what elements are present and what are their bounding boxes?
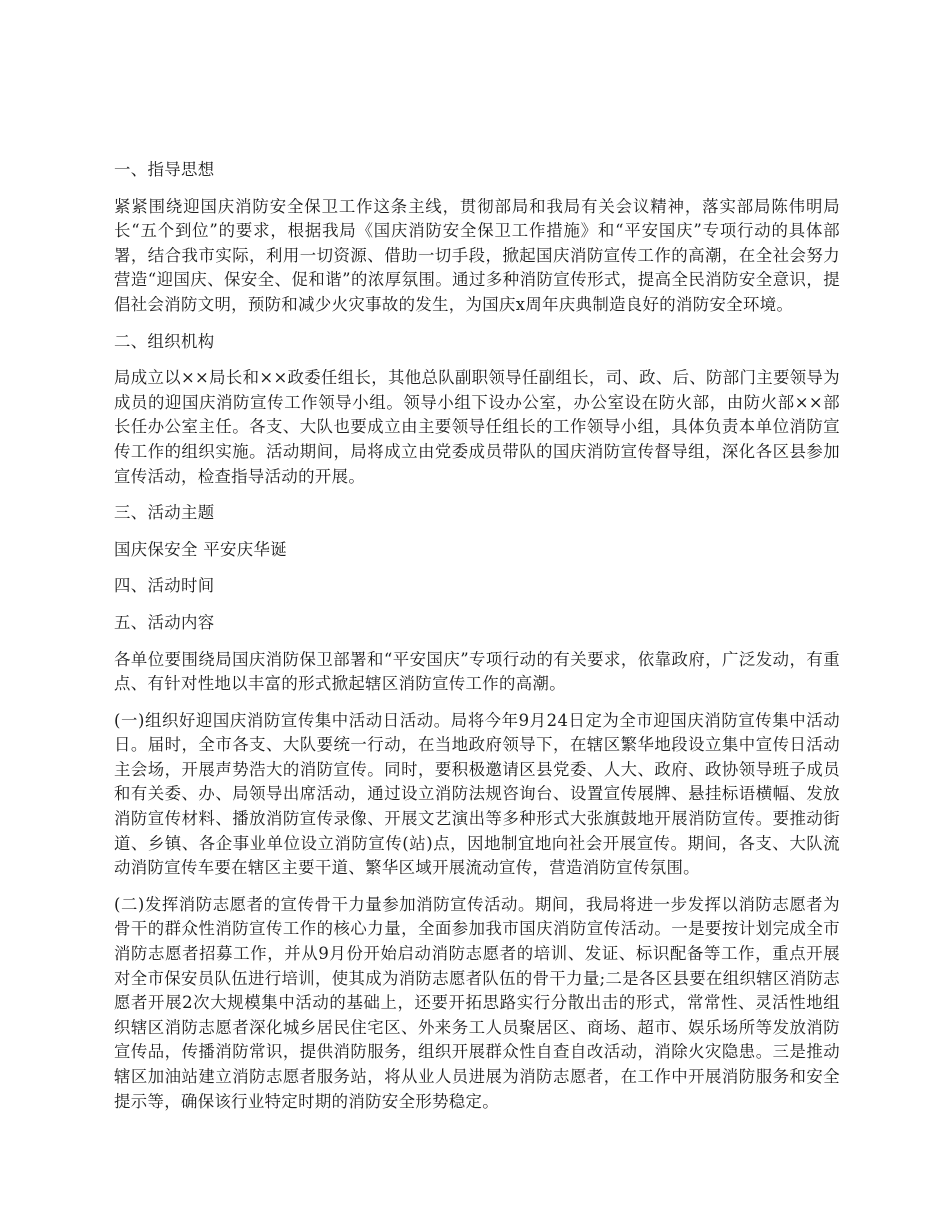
paragraph: 局成立以××局长和××政委任组长，其他总队副职领导任副组长，司、政、后、防部门主要领导为成员的迎国庆消防宣传工作领导小组。领导小组下设办公室，办公室设在防火部，由防火部××部长任办公室主任。各支、大队也要成立由主要领导任组长的工作领导小组，具体负责本单位消防宣传工作的组织实施。活动期间，局将成立由党委成员带队的国庆消防宣传督导组，深化各区县参加宣传活动，检查指导活动的开展。 bbox=[114, 368, 840, 486]
section-heading: 四、活动时间 bbox=[114, 576, 215, 596]
section-heading: 五、活动内容 bbox=[114, 612, 215, 632]
paragraph: 各单位要围绕局国庆消防保卫部署和“平安国庆”专项行动的有关要求，依靠政府，广泛发动，有重点、有针对性地以丰富的形式掀起辖区消防宣传工作的高潮。 bbox=[114, 649, 840, 694]
section-guiding-ideology bbox=[114, 158, 840, 318]
section-time bbox=[114, 574, 840, 599]
document-body bbox=[114, 158, 840, 1126]
section-theme bbox=[114, 501, 840, 562]
paragraph: (一)组织好迎国庆消防宣传集中活动日活动。局将今年9月24日定为全市迎国庆消防宣传集中活动日。届时，全市各支、大队要统一行动，在当地政府领导下，在辖区繁华地段设立集中宣传日活动主会场，开展声势浩大的消防宣传。同时，要积极邀请区县党委、人大、政府、政协领导班子成员和有关委、办、局领导出席活动，通过设立消防法规咨询台、设置宣传展牌、悬挂标语横幅、发放消防宣传材料、播放消防宣传录像、开展文艺演出等多种形式大张旗鼓地开展消防宣传。要推动街道、乡镇、各企事业单位设立消防宣传(站)点，因地制宜地向社会开展宣传。期间，各支、大队流动消防宣传车要在辖区主要干道、繁华区域开展流动宣传，营造消防宣传氛围。 bbox=[114, 710, 840, 878]
paragraph: 国庆保安全 平安庆华诞 bbox=[114, 539, 287, 559]
paragraph: (二)发挥消防志愿者的宣传骨干力量参加消防宣传活动。期间，我局将进一步发挥以消防志愿者为骨干的群众性消防宣传工作的核心力量，全面参加我市国庆消防宣传活动。一是要按计划完成全市消防志愿者招募工作，并从9月份开始启动消防志愿者的培训、发证、标识配备等工作，重点开展对全市保安员队伍进行培训，使其成为消防志愿者队伍的骨干力量;二是各区县要在组织辖区消防志愿者开展2次大规模集中活动的基础上，还要开拓思路实行分散出击的形式，常常性、灵活性地组织辖区消防志愿者深化城乡居民住宅区、外来务工人员聚居区、商场、超市、娱乐场所等发放消防宣传品，传播消防常识，提供消防服务，组织开展群众性自查自改活动，消除火灾隐患。三是推动辖区加油站建立消防志愿者服务站，将从业人员进展为消防志愿者，在工作中开展消防服务和安全提示等，确保该行业特定时期的消防安全形势稳定。 bbox=[114, 894, 840, 1111]
section-organization bbox=[114, 330, 840, 490]
section-heading: 一、指导思想 bbox=[114, 160, 215, 179]
paragraph: 紧紧围绕迎国庆消防安全保卫工作这条主线，贯彻部局和我局有关会议精神，落实部局陈伟明局长“五个到位”的要求，根据我局《国庆消防安全保卫工作措施》和“平安国庆”专项行动的具体部署，结合我市实际，利用一切资源、借助一切手段，掀起国庆消防宣传工作的高潮，在全社会努力营造“迎国庆、保安全、促和谐”的浓厚氛围。通过多种消防宣传形式，提高全民消防安全意识，提倡社会消防文明，预防和减少火灾事故的发生，为国庆x周年庆典制造良好的消防安全环境。 bbox=[114, 196, 840, 314]
section-content bbox=[114, 611, 840, 1114]
section-heading: 三、活动主题 bbox=[114, 503, 215, 523]
section-heading: 二、组织机构 bbox=[114, 331, 215, 351]
